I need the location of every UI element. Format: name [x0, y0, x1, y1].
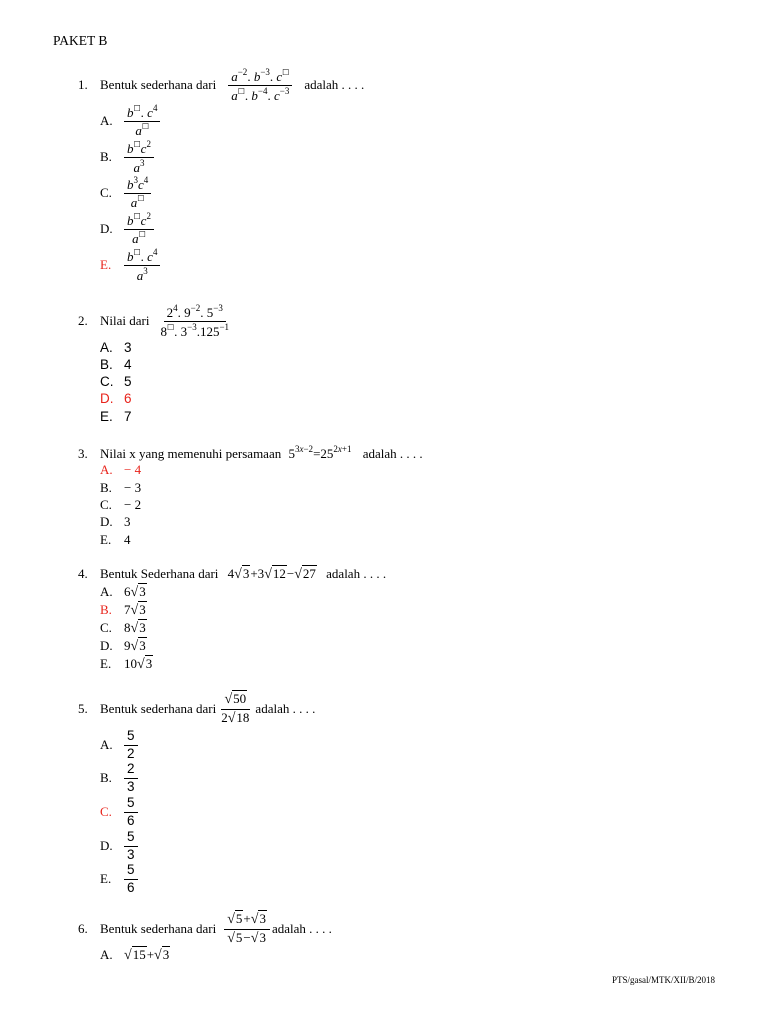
- option-3e[interactable]: [100, 532, 131, 548]
- question-text: Bentuk sederhana dari: [100, 701, 217, 716]
- option-coefficient: 7: [124, 602, 131, 617]
- option-coefficient: 10: [124, 656, 137, 671]
- option-4b[interactable]: B. 7√3: [100, 602, 146, 618]
- option-letter: E.: [100, 871, 112, 886]
- option-value: − 4: [124, 462, 142, 477]
- math-expression: $\frac{5}{6}$: [124, 796, 138, 827]
- option-1c[interactable]: [100, 176, 151, 210]
- math-expression: $\frac{2}{3}$: [124, 762, 138, 793]
- question-text: Bentuk Sederhana dari: [100, 566, 219, 581]
- option-4d[interactable]: D. 9√3: [100, 638, 146, 654]
- question-text: Nilai dari: [100, 313, 150, 328]
- option-letter: A.: [100, 584, 113, 599]
- option-letter: B.: [100, 602, 112, 617]
- paket-title: PAKET B: [53, 33, 108, 48]
- question-4: [78, 566, 386, 583]
- option-value: 7: [124, 409, 132, 424]
- option-letter: A.: [100, 113, 113, 128]
- option-2d[interactable]: [100, 391, 132, 406]
- math-expression: $\frac{b^☐c^2}{a^☐}$: [124, 212, 154, 245]
- math-expression: $\frac{b^☐. c^4}{a^3}$: [124, 248, 160, 282]
- option-letter: E.: [100, 409, 113, 424]
- option-letter: D.: [100, 638, 113, 653]
- option-letter: C.: [100, 185, 112, 200]
- option-4e[interactable]: E. 10√3: [100, 656, 153, 672]
- math-expression: $\frac{5}{6}$: [124, 863, 138, 894]
- option-letter: A.: [100, 462, 113, 477]
- option-value: 3: [124, 340, 132, 355]
- option-letter: E.: [100, 656, 112, 671]
- option-letter: D.: [100, 391, 114, 406]
- question-1: [78, 68, 364, 102]
- math-expression: $5^{3x-2}=25^{2x+1}$: [288, 444, 352, 461]
- option-letter: D.: [100, 221, 113, 236]
- option-value: 4: [124, 357, 132, 372]
- option-2c[interactable]: [100, 374, 132, 389]
- option-letter: D.: [100, 838, 113, 853]
- option-letter: E.: [100, 532, 112, 547]
- option-2b[interactable]: [100, 357, 132, 372]
- option-letter: A.: [100, 947, 113, 962]
- question-suffix: adalah . . . .: [362, 446, 423, 461]
- math-expression: $\frac{b^☐c^2}{a^3}$: [124, 140, 154, 174]
- math-expression: $\frac{2^4. 9^{-2}. 5^{-3}}{8^☐. 3^{-3}.125^{-1}}$: [160, 302, 230, 339]
- option-letter: E.: [100, 257, 112, 272]
- option-1e[interactable]: [100, 248, 160, 282]
- option-value: − 3: [124, 480, 142, 495]
- option-3a[interactable]: [100, 462, 141, 478]
- option-3d[interactable]: [100, 514, 131, 530]
- option-5a[interactable]: [100, 728, 138, 762]
- option-value: 5: [124, 374, 132, 389]
- math-expression: 4√3+3√12−√27: [227, 566, 316, 582]
- option-5c[interactable]: [100, 795, 138, 829]
- option-3c[interactable]: [100, 497, 141, 513]
- option-3b[interactable]: [100, 480, 141, 496]
- option-letter: C.: [100, 620, 112, 635]
- math-expression: $\frac{b^3c^4}{a^☐}$: [124, 176, 151, 209]
- question-2: [78, 303, 232, 339]
- option-5d[interactable]: [100, 829, 138, 863]
- option-2a[interactable]: [100, 340, 132, 355]
- option-1a[interactable]: [100, 104, 160, 138]
- question-suffix: adalah . . . .: [271, 921, 332, 936]
- question-5: [78, 690, 315, 728]
- question-number: 1.: [78, 77, 88, 92]
- option-6a[interactable]: [100, 947, 170, 964]
- question-number: 5.: [78, 701, 88, 716]
- question-number: 4.: [78, 566, 88, 581]
- question-number: 2.: [78, 313, 88, 328]
- question-text: Bentuk sederhana dari: [100, 921, 217, 936]
- option-coefficient: 9: [124, 638, 131, 653]
- math-expression: √15+√3: [124, 947, 170, 963]
- option-1b[interactable]: [100, 140, 154, 174]
- question-3: [78, 444, 423, 462]
- option-coefficient: 6: [124, 584, 131, 599]
- option-value: − 2: [124, 497, 142, 512]
- question-suffix: adalah . . . .: [255, 701, 316, 716]
- question-number: 3.: [78, 446, 88, 461]
- question-6: [78, 910, 332, 948]
- question-suffix: adalah . . . .: [304, 77, 365, 92]
- question-suffix: adalah . . . .: [326, 566, 387, 581]
- option-value: 6: [124, 391, 132, 406]
- option-2e[interactable]: [100, 409, 132, 424]
- question-number: 6.: [78, 921, 88, 936]
- option-letter: A.: [100, 340, 113, 355]
- option-letter: A.: [100, 737, 113, 752]
- option-letter: C.: [100, 374, 114, 389]
- option-5e[interactable]: [100, 862, 138, 896]
- question-text: Nilai x yang memenuhi persamaan: [100, 446, 282, 461]
- option-5b[interactable]: [100, 761, 138, 795]
- option-coefficient: 8: [124, 620, 131, 635]
- math-expression: $\frac{a^{-2}. b^{-3}. c^☐}{a^☐. b^{-4}. c^{-3}}$: [228, 68, 292, 102]
- math-expression: $\frac{5}{3}$: [124, 830, 138, 861]
- option-value: 4: [124, 532, 131, 547]
- option-letter: B.: [100, 357, 113, 372]
- option-letter: D.: [100, 514, 113, 529]
- math-expression: $\frac{√50}{2√18}$: [221, 690, 250, 726]
- option-letter: B.: [100, 480, 112, 495]
- option-4a[interactable]: A. 6√3: [100, 584, 146, 600]
- option-letter: B.: [100, 149, 112, 164]
- option-letter: C.: [100, 497, 112, 512]
- footer-code: PTS/gasal/MTK/XII/B/2018: [612, 975, 715, 985]
- option-4c[interactable]: C. 8√3: [100, 620, 146, 636]
- option-letter: C.: [100, 804, 112, 819]
- option-1d[interactable]: [100, 212, 154, 246]
- math-expression: $\frac{√5+√3}{√5-√3}$: [224, 912, 270, 946]
- option-letter: B.: [100, 770, 112, 785]
- option-value: 3: [124, 514, 131, 529]
- question-text: Bentuk sederhana dari: [100, 77, 217, 92]
- math-expression: $\frac{b^☐. c^4}{a^☐}$: [124, 104, 160, 137]
- math-expression: $\frac{5}{2}$: [124, 729, 138, 760]
